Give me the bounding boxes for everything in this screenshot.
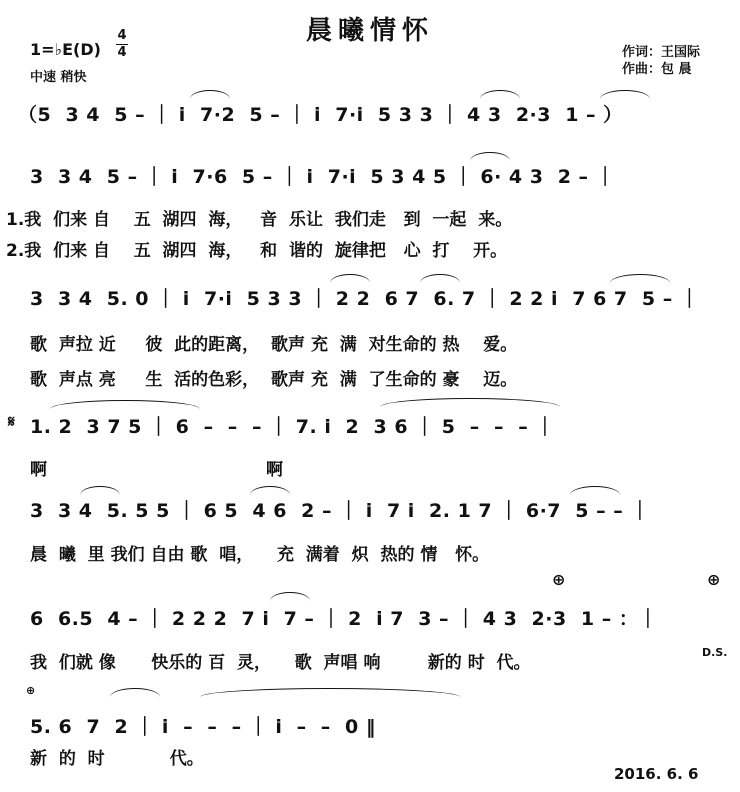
- tempo-marking: 中速 稍快: [30, 70, 87, 85]
- segno-sign: 𝄋: [8, 412, 15, 431]
- slur: [380, 398, 560, 407]
- slur: [330, 274, 370, 283]
- slur: [50, 400, 200, 409]
- notation-row-1: （5 3 4 5 – ｜ i 7·2 5 – ｜ i 7·i 5 3 3 ｜ 4 3 2·3 1 – ）: [18, 104, 623, 126]
- lyric-row-3-verse-1: 歌 声拉 近 彼 此的距离， 歌声 充 满 对生命的 热 爱。: [30, 335, 518, 355]
- meter-bottom: 4: [117, 45, 127, 60]
- coda-sign-3: ⊕: [26, 684, 36, 697]
- lyric-row-4: 啊 啊: [30, 460, 283, 480]
- lyric-row-2-verse-1: 1.我 们来 自 五 湖四 海， 音 乐让 我们走 到 一起 来。: [6, 210, 513, 230]
- slur: [610, 274, 670, 283]
- composer: 作曲：包 晨: [622, 62, 692, 77]
- slur: [420, 274, 460, 283]
- notation-row-4: 1. 2 3 7 5 ｜ 6 – – – ｜ 7. i 2 3 6 ｜ 5 – – – ｜: [30, 416, 555, 438]
- lyric-row-5: 晨 曦 里 我们 自由 歌 唱， 充 满着 炽 热的 情 怀。: [30, 545, 490, 565]
- notation-row-6: 6 6.5 4 – ｜ 2 2 2 7 i 7 – ｜ 2 i 7 3 – ｜ 4 3 2·3 1 – ：｜: [30, 608, 658, 630]
- date-stamp: 2016. 6. 6: [614, 765, 699, 783]
- slur: [470, 152, 510, 161]
- notation-row-2: 3 3 4 5 – ｜ i 7·6 5 – ｜ i 7·i 5 3 4 5 ｜ 6· 4 3 2 – ｜: [30, 166, 616, 188]
- song-title: 晨曦情怀: [305, 16, 434, 46]
- meter-top: 4: [117, 28, 127, 43]
- lyric-row-7: 新 的 时 代。: [30, 749, 204, 769]
- slur: [480, 90, 520, 99]
- credits: [622, 44, 700, 78]
- notation-row-7: 5. 6 7 2 ｜ i – – – ｜ i – – 0 ‖: [30, 716, 376, 738]
- notation-row-3: 3 3 4 5. 0 ｜ i 7·i 5 3 3 ｜ 2 2 6 7 6. 7 ｜ 2 2 i 7 6 7 5 – ｜: [30, 288, 700, 310]
- slur: [570, 486, 620, 495]
- lyric-row-6: 我 们就 像 快乐的 百 灵， 歌 声唱 响 新的 时 代。: [30, 653, 531, 673]
- lyric-row-3-verse-2: 歌 声点 亮 生 活的色彩， 歌声 充 满 了生命的 豪 迈。: [30, 370, 518, 390]
- slur: [250, 486, 290, 495]
- slur: [80, 486, 120, 495]
- slur: [270, 592, 310, 601]
- coda-sign-1: ⊕: [552, 570, 566, 589]
- notation-row-5: 3 3 4 5. 5 5 ｜ 6 5 4 6 2 – ｜ i 7 i 2. 1 7 ｜ 6·7 5 – – ｜: [30, 500, 650, 522]
- slur: [200, 688, 460, 697]
- time-signature: [116, 28, 128, 61]
- slur: [190, 90, 230, 99]
- slur: [110, 688, 160, 697]
- slur: [600, 90, 650, 99]
- coda-sign-2: ⊕: [707, 570, 721, 589]
- lyricist: 作词：王国际: [622, 45, 701, 60]
- ds-marking: D.S.: [702, 646, 728, 659]
- lyric-row-2-verse-2: 2.我 们来 自 五 湖四 海， 和 谐的 旋律把 心 打 开。: [6, 241, 508, 261]
- key-signature: 1=♭E(D): [30, 40, 101, 59]
